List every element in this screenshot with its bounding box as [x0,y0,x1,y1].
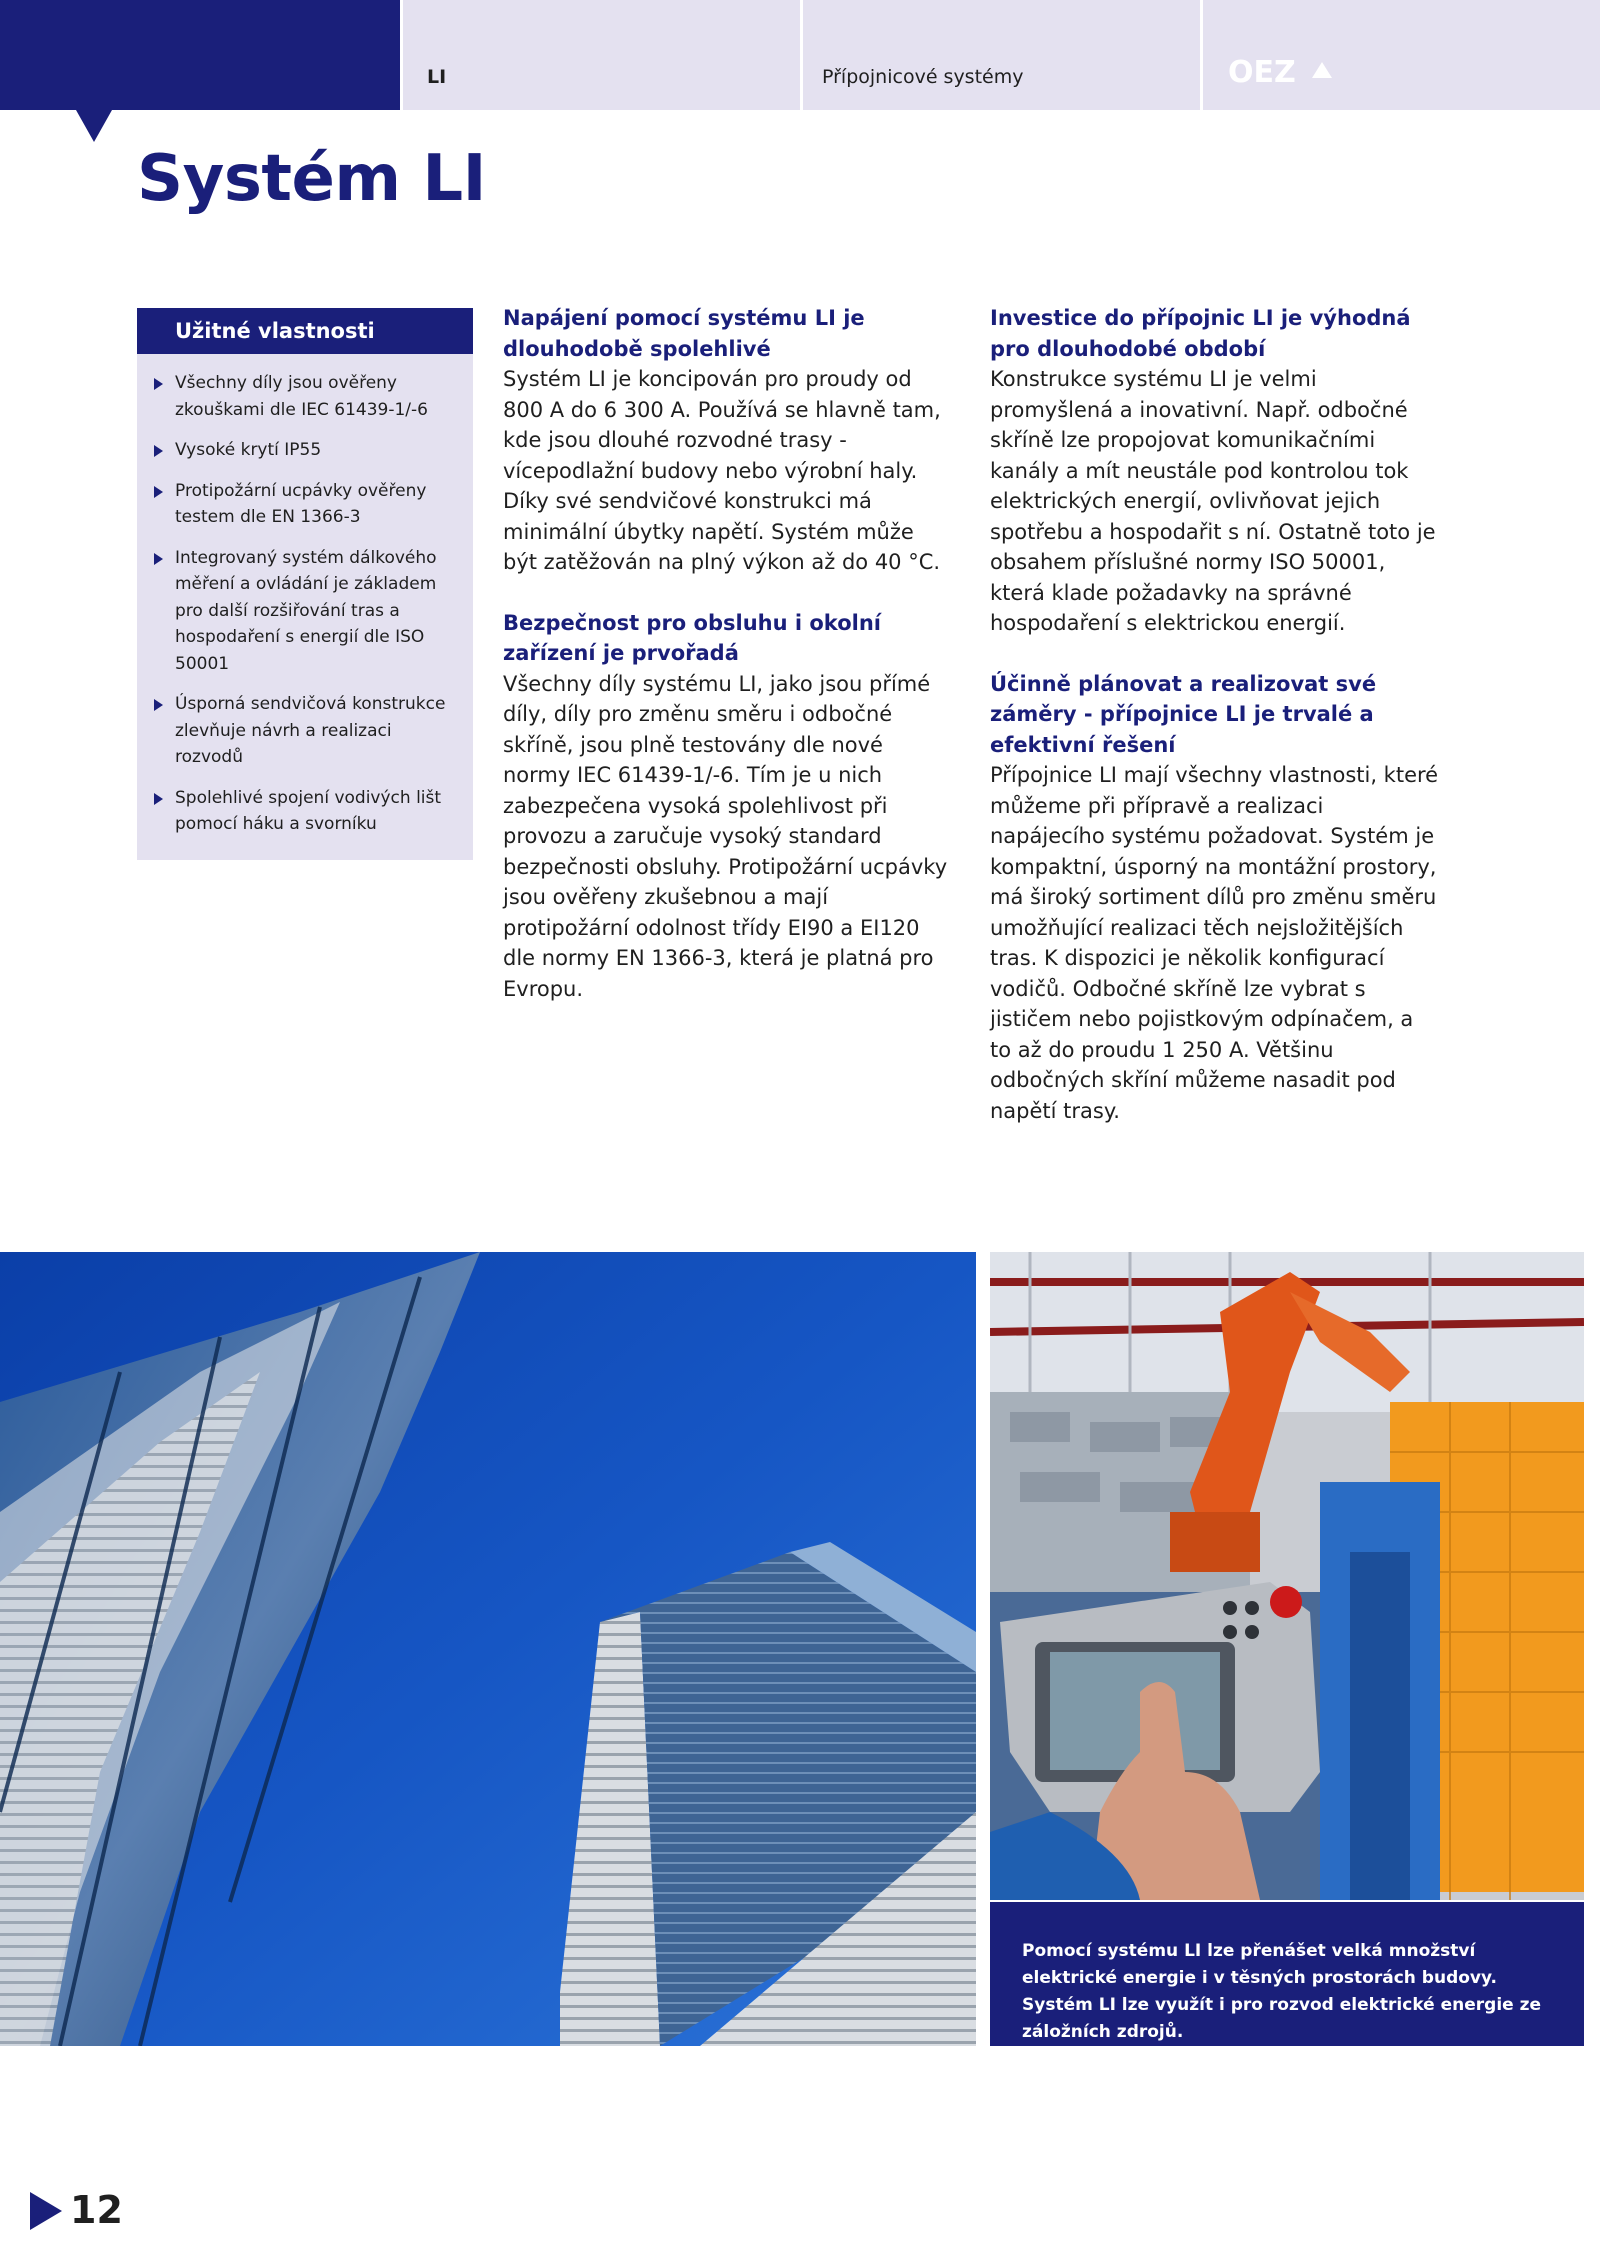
section-text-safety: Všechny díly systému LI, jako jsou přímé díly, díly pro změnu směru i odbočné skříně, jsou plně testovány dle nové normy IEC 61439-1/-6. Tím je u nich zabezpečena vysoká spolehlivost při provozu a zaručuje vysoký standard bezpečnosti obsluhy. Protipožární ucpávky jsou ověřeny zkušebnou a mají protipožární odolnost třídy EI90 a EI120 dle normy EN 1366-3, která je platná pro Evropu. [503,671,948,1001]
header-section-label: LI [427,66,447,88]
section-text-investment: Konstrukce systému LI je velmi promyšlená a inovativní. Např. odbočné skříně lze propojovat komunikačními kanály a mít neustále pod kontrolou tok elektrických energií, ovlivňovat jejich spotřebu a hospodařit s ní. Ostatně toto je obsahem příslušné normy ISO 50001, která klade požadavky na správné hospodaření s elektrickou energií. [990,367,1436,635]
bullet-triangle-icon [154,486,163,498]
oez-logo-text: OEZ [1228,55,1296,88]
feature-item: Úsporná sendvičová konstrukce zlevňuje návrh a realizaci rozvodů [137,691,473,771]
features-list [137,370,473,852]
oez-logo [1228,54,1348,88]
header-cell-section [403,0,800,110]
header-cell-category [803,0,1200,110]
photo-caption: Pomocí systému LI lze přenášet velká množství elektrické energie i v těsných prostorách budovy. Systém LI lze využít i pro rozvod elektrické energie ze záložních zdrojů. [990,1902,1584,2046]
text-column-2 [990,303,1440,1156]
photo-office-buildings [0,1252,976,2046]
section-heading-reliability: Napájení pomocí systému LI je dlouhodobě spolehlivé [503,306,865,361]
page-number: 12 [70,2188,123,2232]
bullet-triangle-icon [154,793,163,805]
page-number-arrow-icon [30,2192,62,2230]
text-column-1 [503,303,953,1034]
feature-item: Protipožární ucpávky ověřeny testem dle EN 1366-3 [137,478,473,531]
section-text-planning: Přípojnice LI mají všechny vlastnosti, které můžeme při přípravě a realizaci napájecího systému požadovat. Systém je kompaktní, úsporný na montážní prostory, má široký sortiment dílů pro změnu směru umožňující realizaci těch nejsložitějších tras. K dispozici je několik konfigurací vodičů. Odbočné skříně lze vybrat s jističem nebo pojistkovým odpínačem, a to až do proudu 1 250 A. Většinu odbočných skříní můžeme nasadit pod napětí trasy. [990,763,1439,1123]
header-notch [76,110,112,142]
oez-logo-triangle [1312,62,1332,78]
features-heading: Užitné vlastnosti [137,308,473,354]
feature-item: Integrovaný systém dálkového měření a ovládání je základem pro další rozšiřování tras a hospodaření s energií dle ISO 50001 [137,545,473,678]
section-heading-safety: Bezpečnost pro obsluhu i okolní zařízení je prvořadá [503,610,881,665]
bullet-triangle-icon [154,445,163,457]
bullet-triangle-icon [154,378,163,390]
section-heading-investment: Investice do přípojnic LI je výhodná pro dlouhodobé období [990,306,1411,361]
feature-item: Spolehlivé spojení vodivých lišt pomocí háku a svorníku [137,785,473,838]
section-text-reliability: Systém LI je koncipován pro proudy od 800 A do 6 300 A. Používá se hlavně tam, kde jsou dlouhé rozvodné trasy - vícepodlažní budovy nebo výrobní haly. Díky své sendvičové konstrukci má minimální úbytky napětí. Systém může být zatěžován na plný výkon až do 40 °C. [503,367,941,574]
header-brand-block [0,0,400,110]
bullet-triangle-icon [154,553,163,565]
header-category-label: Přípojnicové systémy [822,66,1024,88]
feature-item: Vysoké krytí IP55 [137,437,473,464]
bullet-triangle-icon [154,699,163,711]
feature-item: Všechny díly jsou ověřeny zkouškami dle IEC 61439-1/-6 [137,370,473,423]
section-heading-planning: Účinně plánovat a realizovat své záměry - přípojnice LI je trvalé a efektivní řešení [990,671,1377,757]
photo-industrial-robot [990,1252,1584,1900]
page-title: Systém LI [137,142,486,216]
features-sidebar [137,308,473,860]
